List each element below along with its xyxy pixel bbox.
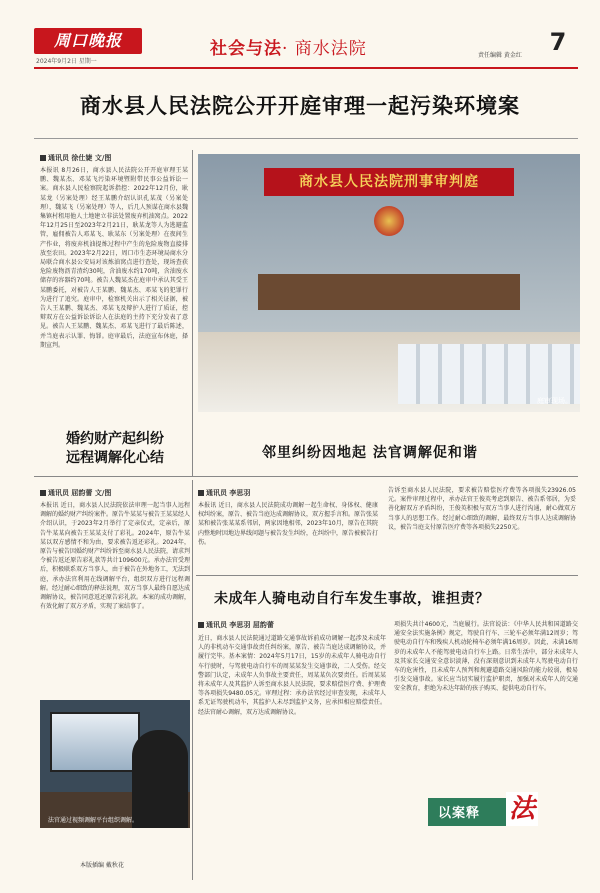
- logo-text: 周口晚报: [53, 31, 122, 50]
- court-banner: 商水县人民法院刑事审判庭: [264, 168, 514, 196]
- computer-screen: [50, 712, 140, 772]
- byline-square-icon: [198, 490, 204, 496]
- article2-body: 本报讯 近日，商水县人民法院依法审理一起当事人远程调解的婚约财产纠纷案件。原告牛某某与被告王某某经人介绍认识，于2023年2月举行了定亲仪式，定亲后，原告牛某某向被告王某某支付了彩礼。2024年，原告牛某某以双方感情不和为由，要求被告返还彩礼。2024年，原告与被告因婚约财产纠纷诉至商水县人民法院，请求判令被告返还原告彩礼款等共计109600元。承办法官受理后，积极联系双方当事人，由于被告在外地务工，无法到庭，承办法官利用在线调解平台，组织双方进行远程调解。经过耐心细致的释法说理，双方当事人最终自愿达成调解协议，被告同意返还原告彩礼款。本案的成功调解，有效化解了双方矛盾，实现了案结事了。: [40, 502, 190, 611]
- badge-text: 以案释: [438, 806, 481, 821]
- article4-headline: 未成年人骑电动自行车发生事故，谁担责？: [214, 591, 490, 607]
- national-emblem-icon: [374, 206, 404, 236]
- column-divider: [192, 480, 193, 880]
- photo-caption: 庭审现场。: [537, 397, 572, 405]
- page-number: 7: [549, 28, 567, 56]
- column-divider: [192, 150, 193, 476]
- byline-square-icon: [40, 490, 46, 496]
- case-explain-badge: [428, 794, 538, 826]
- byline-square-icon: [40, 155, 46, 161]
- judge-figure: [132, 730, 188, 828]
- byline-square-icon: [198, 622, 204, 628]
- article4-body-right: 项损失共计4600元，当庭履行。法官说法：《中华人民共和国道路交通安全法实施条例》规定，驾驶自行车、三轮车必须年满12周岁；驾驶电动自行车和残疾人机动轮椅车必须年满16周岁。因此，未满16周岁的未成年人不能驾驶电动自行车上路。日常生活中，部分未成年人及其家长交通安全意识淡薄，没有深刻意识到未成年人驾驶电动自行车的危害性，且未成年人预判和规避道路交通风险的能力较弱，极易引发交通事故。家长应当切实履行监护职责，加强对未成年人的交通安全教育，拒绝为未达年龄的孩子购买、提供电动自行车。: [394, 621, 578, 693]
- gallery-seats: [398, 344, 580, 404]
- article4-body-left: 近日，商水县人民法院通过道路交通事故诉前成功调解一起涉及未成年人的非机动车交通事故责任纠纷案，原告、被告当庭达成调解协议，并履行完毕。基本案情：2024年5月17日，15岁的未成年人骑电动自行车行驶时，与驾驶电动自行车的周某某发生交通事故，二人受伤。经交警部门认定，未成年人负事故主要责任，周某某负次要责任。后周某某将未成年人及其监护人诉至商水县人民法院，要求赔偿医疗费、护理费等各项损失9480.05元。审理过程：承办法官经过审查发现，未成年人系无证驾驶机动车，其监护人未尽到监护义务，应承担相应赔偿责任。经法官耐心调解，双方达成调解协议。: [198, 635, 386, 716]
- section-main: 社会与法: [210, 39, 282, 59]
- issue-date: 2024年9月2日 星期一: [36, 58, 97, 65]
- headline-rule: [34, 138, 578, 139]
- masthead: [0, 0, 600, 66]
- article1-byline: 通讯员 徐仕婕 文/图: [40, 153, 111, 163]
- judges-bench: [258, 274, 520, 310]
- article2-headline: 婚约财产起纠纷 远程调解化心结: [66, 431, 164, 466]
- article1-body: 本报讯 8月26日，商水县人民法院公开开庭审理王某鹏、魏某杰、邓某飞污染环境暨附带民事公益诉讼一案。商水县人民检察院起诉指控：2022年12月份，耿某龙（另案处理）经王某鹏介绍认识孔某茂（另案处理），魏某飞（另案处理）等人，后几人预谋在商水县魏集镇村租用他人土地建立非法处置废弃机油窝点。2022年12月25日至2023年2月21日，耿某龙等人为逃避监管，雇佣被告人邓某飞、耿某东（另案处理）在夜间生产作业，将废弃机油提炼过程中产生的危险废物直接排放至农田。2023年2月22日，周口市生态环境局商水分局联合商水县公安局对该炼油窝点进行查处，现场查获危险废物沥青渣约30吨，含油废水约170吨，含油废水储存的容器约70吨。被告人魏某杰在庭审中承认其受王某鹏委托，对被告人王某鹏、魏某杰、邓某飞的犯罪行为进行了追究。庭审中，检察机关出示了相关证据，被告人王某鹏、魏某杰、邓某飞及辩护人进行了质证，控辩双方在公益诉讼诉讼人在法庭的主持下充分发表了意见。被告人王某鹏、魏某杰、邓某飞进行了最后陈述，并当庭表示认罪、悔罪。庭审最后，法庭宣布休庭，择期宣判。: [40, 167, 188, 349]
- section-sub: · 商水法院: [282, 39, 367, 59]
- badge-big-char: 法: [506, 792, 538, 826]
- article4-byline: 通讯员 李思羽 屈韵蕾: [198, 620, 274, 630]
- section-title: [210, 34, 367, 59]
- section-divider: [196, 575, 578, 576]
- article3-body-left: 本报讯 近日，商水县人民法院成功调解一起生命权、身体权、健康权纠纷案，原告、被告当庭达成调解协议，双方握手言和。原告张某某和被告张某某系邻居，两家因地相邻，2023年10月，原告在其院内整地时因地边界线问题与被告发生纠纷，在纠纷中，原告被被告打伤。: [198, 502, 378, 546]
- article3-headline: 邻里纠纷因地起 法官调解促和谐: [262, 445, 478, 461]
- article2-byline: 通讯员 屈韵蕾 文/图: [40, 488, 111, 498]
- layout-credit: 本版插编 戴秋花: [80, 862, 124, 869]
- editor-credit: 责任编辑 黄金红: [478, 52, 522, 59]
- courtroom-photo: [198, 154, 580, 412]
- mediation-photo: [40, 700, 190, 828]
- newspaper-logo: [34, 28, 142, 54]
- section-divider: [34, 476, 578, 477]
- article3-byline: 通讯员 李思羽: [198, 488, 250, 498]
- article3-body-right: 告诉至商水县人民法院，要求被告赔偿医疗费等各项损失23926.05元。案件审理过程中，承办法官王俊英考虑到原告、被告系邻居，为妥善化解双方矛盾纠纷，王俊英积极与双方当事人进行沟通，耐心做双方当事人的思想工作。经过耐心细致的调解，最终双方当事人达成调解协议，被告当庭支付原告医疗费等各项损失2250元。: [388, 487, 576, 531]
- photo-caption: 法官通过视频调解平台组织调解。: [48, 817, 139, 824]
- masthead-rule: [34, 67, 578, 69]
- main-headline: 商水县人民法院公开开庭审理一起污染环境案: [80, 93, 520, 118]
